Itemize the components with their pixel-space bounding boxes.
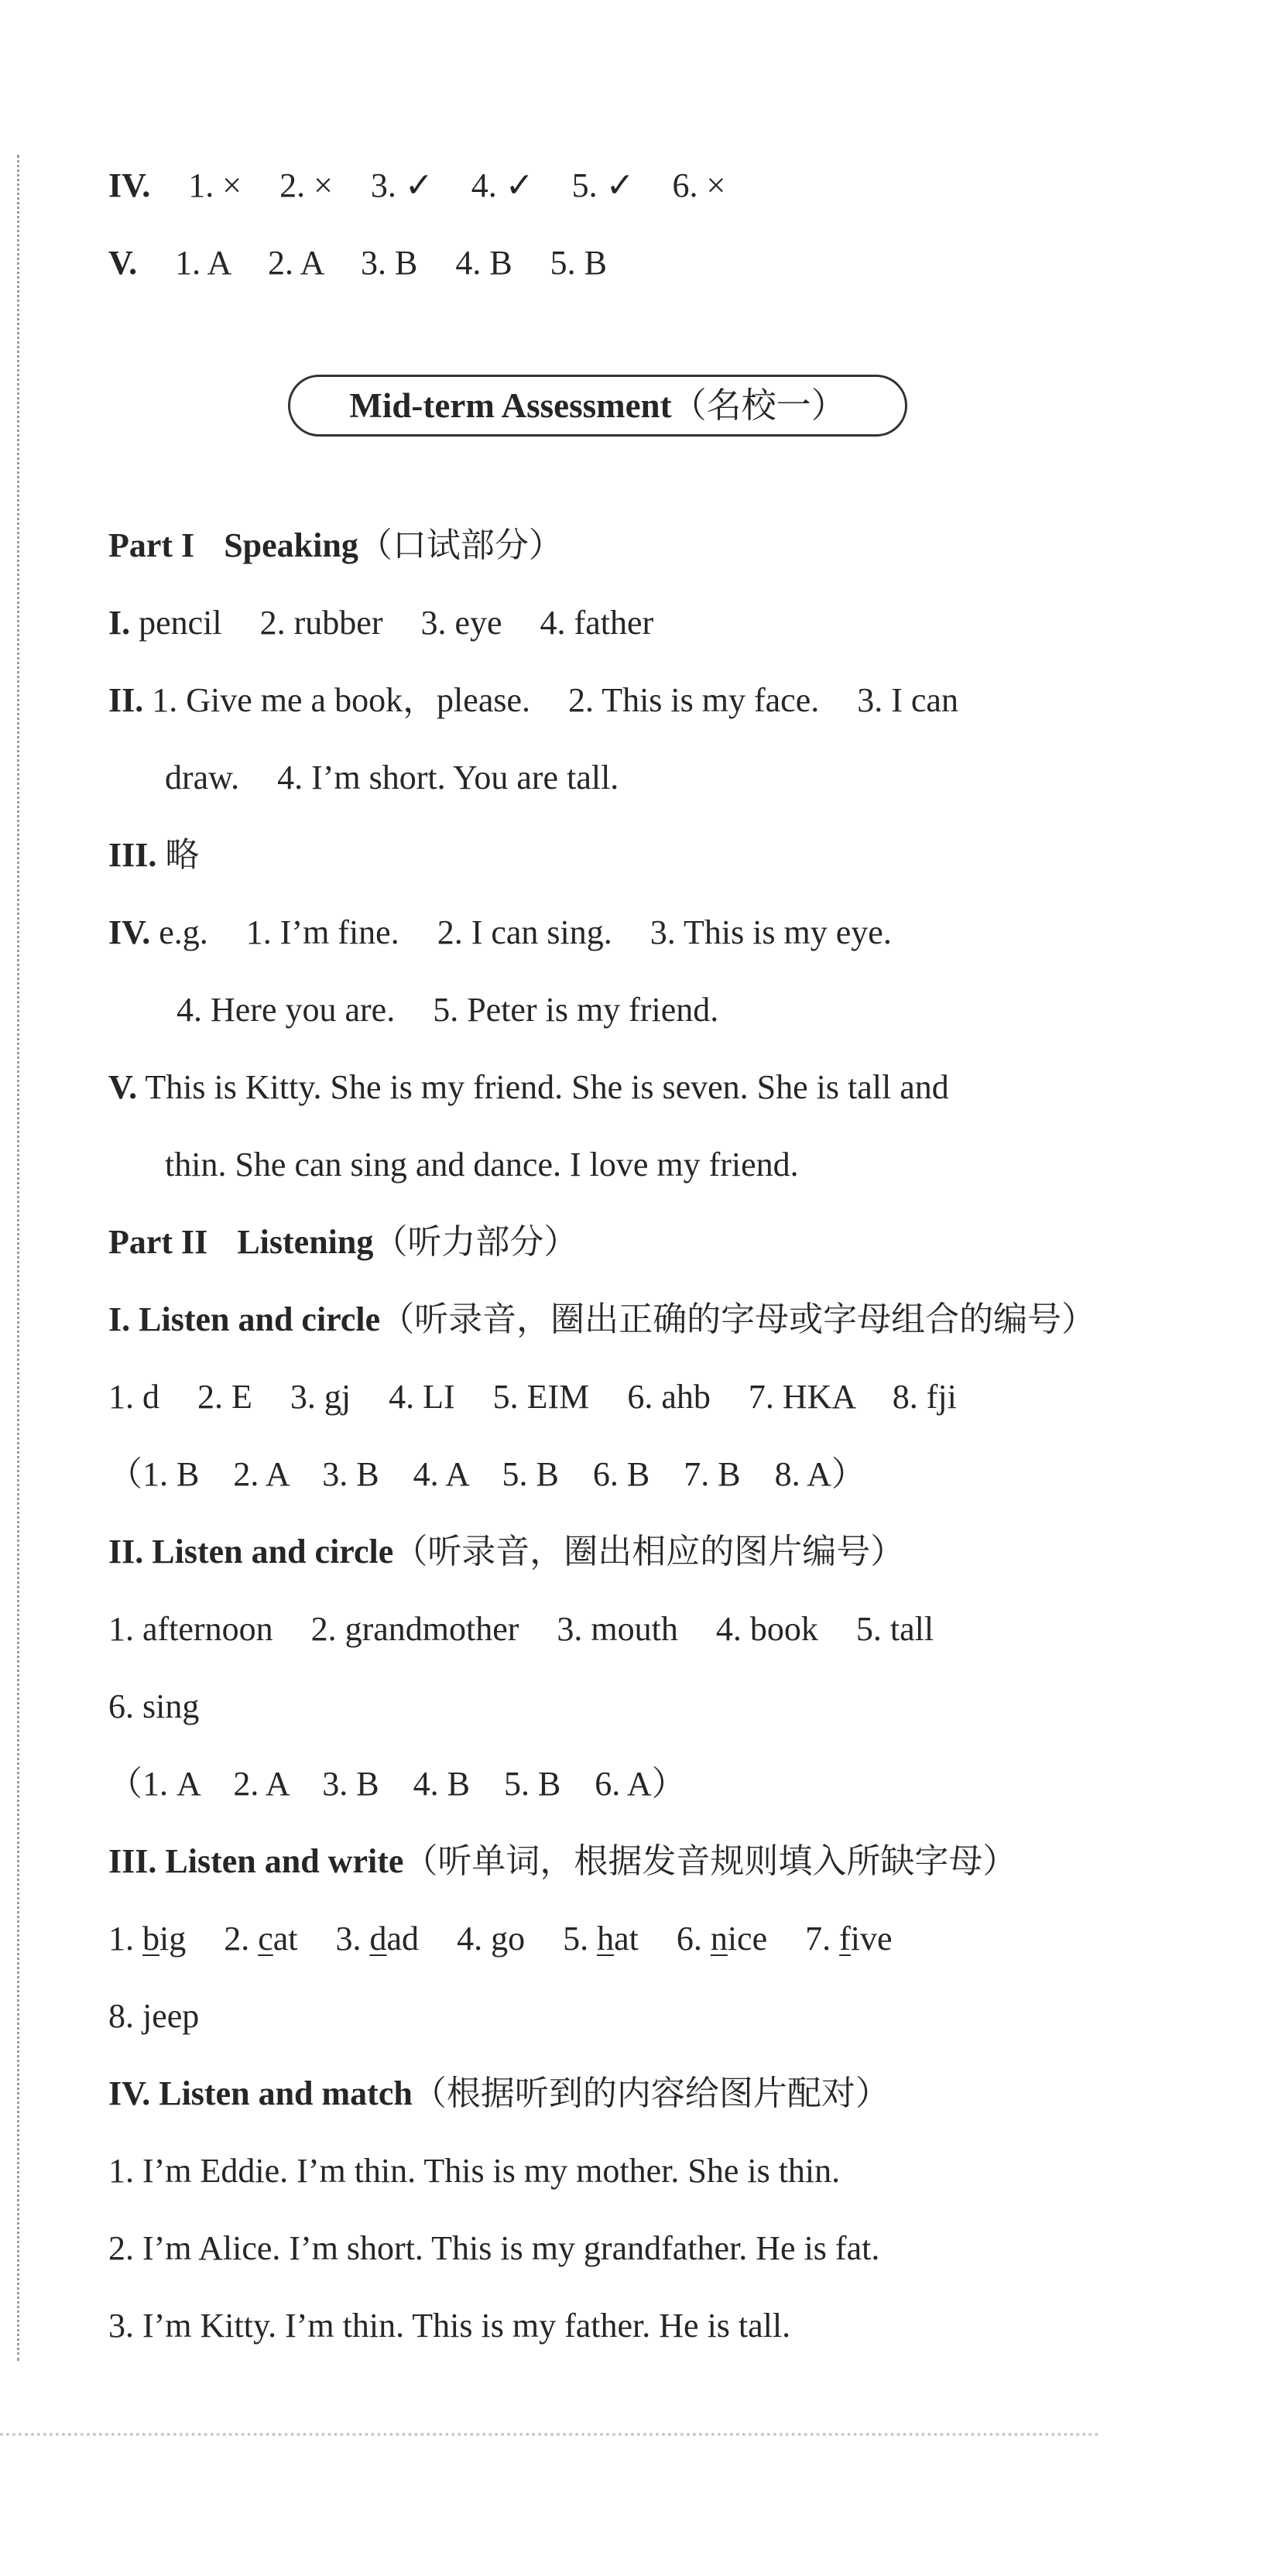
answer-text: 3. I’m Kitty. I’m thin. This is my father. He is tall. — [108, 2307, 791, 2345]
answer-item: 2. I can sing. — [437, 913, 612, 951]
part2-iii-heading — [108, 1838, 1016, 1885]
answer-item: 3. This is my eye. — [649, 913, 892, 951]
word-item: 6. nice — [676, 1920, 768, 1958]
part2-iv-line2 — [108, 2225, 879, 2272]
section-label: II. — [108, 681, 144, 719]
answer-item: 1. Give me a book，please. — [152, 681, 530, 719]
answer-item: 5. B — [550, 244, 608, 282]
answer-item: 6. × — [672, 166, 726, 204]
answer-item: 3. ✓ — [370, 166, 434, 204]
answer-item: 1. I’m fine. — [245, 913, 399, 951]
part2-ii-answers — [108, 1761, 686, 1807]
answer-item: 2. This is my face. — [568, 681, 820, 719]
answer-item: 4. B — [455, 244, 512, 282]
answer-item: 2. grandmother — [310, 1610, 519, 1648]
answer-item: 4. ✓ — [471, 166, 534, 204]
part-name-cn: （听力部分） — [373, 1223, 578, 1261]
answer-item: 8. fji — [892, 1378, 957, 1416]
answer-key: （1. B 2. A 3. B 4. A 5. B 6. B 7. B 8. A） — [108, 1455, 865, 1493]
part1-ii-line2 — [165, 755, 619, 801]
answer-item: 4. Here you are. — [177, 991, 396, 1029]
answer-text: This is Kitty. She is my friend. She is seven. She is tall and — [145, 1068, 949, 1106]
title-chinese: （名校一） — [671, 386, 846, 425]
word-item: 5. hat — [563, 1920, 639, 1958]
answer-item: 1. × — [188, 166, 242, 204]
section-label: III. — [108, 836, 157, 874]
answer-item: 3. I can — [857, 681, 958, 719]
part2-iv-line1 — [108, 2148, 840, 2194]
part-label: Part II — [108, 1223, 208, 1261]
section-title-cn: （根据听到的内容给图片配对） — [412, 2074, 889, 2112]
part-name: Listening — [237, 1223, 374, 1261]
word-item: 4. go — [457, 1920, 526, 1958]
section-title-cn: （听录音，圈出相应的图片编号） — [393, 1533, 905, 1571]
part-name-cn: （口试部分） — [358, 526, 563, 564]
part2-i-answers — [108, 1451, 865, 1498]
answer-item: 5. EIM — [492, 1378, 590, 1416]
answer-item: 3. B — [360, 244, 418, 282]
answer-item: 2. rubber — [259, 604, 383, 642]
left-margin-dotted-line — [17, 155, 19, 2361]
answer-item: 4. I’m short. You are tall. — [277, 759, 619, 796]
section-label: I. — [108, 1300, 131, 1338]
answer-item: draw. — [165, 759, 240, 796]
section-label: IV. — [108, 913, 151, 951]
answer-item: 5. Peter is my friend. — [433, 991, 719, 1029]
part1-ii-line1 — [108, 677, 958, 724]
assessment-title — [288, 375, 907, 437]
part1-heading — [108, 522, 563, 569]
section-label: IV. — [108, 166, 151, 204]
bottom-dotted-rule — [0, 2433, 1099, 2436]
part-label: Part I — [108, 526, 195, 564]
part1-i — [108, 600, 653, 646]
part2-heading — [108, 1219, 578, 1266]
part2-iv-heading — [108, 2071, 889, 2117]
answer-item: 4. father — [540, 604, 654, 642]
answer-item: 3. gj — [290, 1378, 351, 1416]
word-item: 7. five — [805, 1920, 893, 1958]
answer-item: 4. LI — [389, 1378, 455, 1416]
word-item: 8. jeep — [108, 1997, 200, 2035]
answer-item: 3. mouth — [557, 1610, 678, 1648]
answer-line-iv — [108, 163, 725, 209]
answer-text: 1. I’m Eddie. I’m thin. This is my mother. She is thin. — [108, 2152, 841, 2190]
section-label: I. — [108, 604, 131, 642]
section-label: III. — [108, 1842, 157, 1880]
answer-item: 2. A — [268, 244, 323, 282]
word-item: 2. cat — [224, 1920, 298, 1958]
answer-item: 5. ✓ — [571, 166, 635, 204]
answer-text: 2. I’m Alice. I’m short. This is my grandfather. He is fat. — [108, 2229, 880, 2267]
part1-iv-line2 — [177, 987, 718, 1033]
section-label: IV. — [108, 2074, 151, 2112]
section-label: V. — [108, 1068, 138, 1106]
section-title-cn: （听录音，圈出正确的字母或字母组合的编号） — [380, 1300, 1096, 1338]
answer-line-v — [108, 240, 607, 286]
part1-iii — [108, 832, 199, 879]
part2-ii-item6 — [108, 1684, 199, 1730]
word-item: 3. dad — [335, 1920, 420, 1958]
answer-text: thin. She can sing and dance. I love my friend. — [165, 1146, 799, 1184]
section-title: Listen and circle — [152, 1533, 394, 1571]
part2-iii-words — [108, 1916, 893, 1962]
word-item: 1. big — [108, 1920, 187, 1958]
part-name: Speaking — [224, 526, 358, 564]
part2-i-heading — [108, 1297, 1095, 1343]
section-title-cn: （听单词，根据发音规则填入所缺字母） — [403, 1842, 1017, 1880]
part1-iv-line1 — [108, 909, 892, 956]
answer-item: 3. eye — [420, 604, 502, 642]
section-title: Listen and write — [165, 1842, 404, 1880]
part2-i-items — [108, 1374, 957, 1420]
answer-item: 1. d — [108, 1378, 159, 1416]
answer-item: 6. ahb — [627, 1378, 711, 1416]
section-title: Listen and match — [159, 2074, 413, 2112]
answer-item: 2. × — [279, 166, 333, 204]
part2-ii-items — [108, 1606, 934, 1653]
answer-key: （1. A 2. A 3. B 4. B 5. B 6. A） — [108, 1765, 686, 1803]
part2-iv-line3 — [108, 2303, 790, 2349]
section-title: Listen and circle — [139, 1300, 381, 1338]
answer-item: pencil — [139, 604, 222, 642]
title-english: Mid-term Assessment — [349, 386, 672, 425]
part1-v-line2 — [165, 1142, 799, 1188]
answer-item: 4. book — [715, 1610, 818, 1648]
section-label: V. — [108, 244, 138, 282]
answer-item: e.g. — [159, 913, 208, 951]
part2-ii-heading — [108, 1529, 904, 1575]
answer-item: 1. A — [175, 244, 231, 282]
answer-item: 2. E — [197, 1378, 252, 1416]
part1-v-line1 — [108, 1064, 949, 1111]
part2-iii-word8 — [108, 1993, 199, 2040]
answer-item: 5. tall — [855, 1610, 934, 1648]
answer-text: 略 — [165, 836, 200, 874]
answer-item: 6. sing — [108, 1687, 200, 1725]
section-label: II. — [108, 1533, 144, 1571]
answer-item: 7. HKA — [748, 1378, 855, 1416]
answer-item: 1. afternoon — [108, 1610, 273, 1648]
